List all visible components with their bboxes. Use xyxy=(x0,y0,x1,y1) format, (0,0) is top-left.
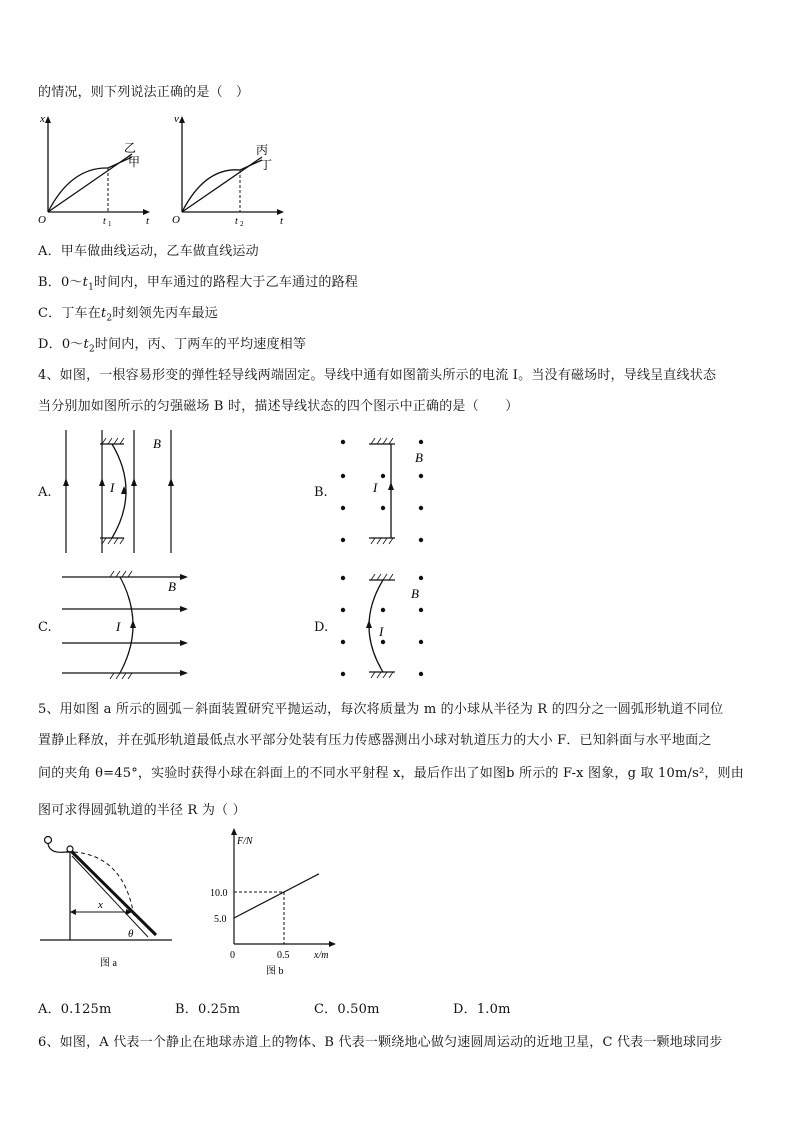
figure-a-caption: 图 a xyxy=(100,958,117,969)
q5-option-a[interactable]: A．0.125m xyxy=(38,1002,112,1017)
q5-option-d[interactable]: D．1.0m xyxy=(453,1002,511,1017)
q3-option-b[interactable]: B．$0\sim t_1$时间内，甲车通过的路程大于乙车通过的路程 xyxy=(38,275,359,293)
q4-option-a-label[interactable]: A. xyxy=(38,485,52,500)
graph2-curve-top: 丙 xyxy=(256,143,269,157)
q4-figure-a xyxy=(58,428,188,556)
q3-option-a[interactable]: A．甲车做曲线运动，乙车做直线运动 xyxy=(38,244,259,259)
q3-graph-xt xyxy=(36,112,156,227)
graph1-origin: O xyxy=(38,214,46,226)
graph2-x-label: t xyxy=(280,215,284,227)
fig-b-tick-10: 10.0 xyxy=(210,888,228,899)
q5-figure-b xyxy=(202,822,342,980)
fig-b-tick-x: 0.5 xyxy=(277,950,290,961)
figure-a-angle: θ xyxy=(128,928,134,940)
q3-option-c[interactable]: C．丁车在$t_2$时刻领先丙车最远 xyxy=(38,306,218,324)
graph2-origin: O xyxy=(172,214,180,226)
fig-b-x-arrow xyxy=(329,941,336,947)
fig-b-origin: 0 xyxy=(230,950,235,961)
graph1-y-label: x xyxy=(40,113,45,125)
q4-figure-c xyxy=(58,565,193,683)
q4-stem-line1: 4、如图，一根容易形变的弹性轻导线两端固定。导线中通有如图箭头所示的电流 I。当没有磁场时，导线呈直线状态 xyxy=(38,368,717,383)
fig-b-data-line xyxy=(234,874,319,918)
q4-figure-b xyxy=(333,432,443,550)
figure-b-current-label: I xyxy=(373,480,378,495)
q3-graph-vt xyxy=(170,112,290,227)
fig-b-x-label: x/m xyxy=(314,950,329,961)
graph1-tick-sub: 1 xyxy=(108,220,112,227)
graph2-y-label: v xyxy=(174,113,179,125)
q5-figure-a xyxy=(36,830,176,980)
q5-stem-line2: 置静止释放，并在弧形轨道最低点水平部分处装有压力传感器测出小球对轨道压力的大小 F．已知斜面与水平地面之 xyxy=(38,733,712,748)
q4-figure-d xyxy=(333,568,443,686)
figure-b-field-label: B xyxy=(415,450,423,465)
q5-option-b[interactable]: B．0.25m xyxy=(175,1002,241,1017)
q5-option-c[interactable]: C．0.50m xyxy=(314,1002,380,1017)
graph2-tick: t xyxy=(235,216,238,227)
fig-b-tick-5: 5.0 xyxy=(214,914,227,925)
q5-stem-line4: 图可求得圆弧轨道的半径 R 为（ ） xyxy=(38,803,246,818)
figure-a-current-label: I xyxy=(110,480,115,495)
figure-a-x-label: x xyxy=(98,899,103,911)
figure-d-field-label: B xyxy=(411,586,419,601)
figure-a-field-label: B xyxy=(153,436,161,451)
fig-b-y-arrow xyxy=(231,828,237,835)
graph1-x-label: t xyxy=(146,215,150,227)
fig-b-y-label: F/N xyxy=(237,836,253,847)
q4-option-c-label[interactable]: C. xyxy=(38,620,52,635)
q3-intro-tail: 的情况，则下列说法正确的是（ ） xyxy=(38,85,250,100)
q5-stem-line3: 间的夹角 θ=45°，实验时获得小球在斜面上的不同水平射程 x，最后作出了如图b 所示的 F-x 图象，g 取 10m/s²，则由 xyxy=(38,766,744,781)
q4-option-d-label[interactable]: D. xyxy=(314,620,329,635)
fig-b-caption: 图 b xyxy=(266,966,284,977)
q6-stem-line1: 6、如图，A 代表一个静止在地球赤道上的物体、B 代表一颗绕地心做匀速圆周运动的近地卫星，C 代表一颗地球同步 xyxy=(38,1035,723,1050)
q5-stem-line1: 5、用如图 a 所示的圆弧－斜面装置研究平抛运动，每次将质量为 m 的小球从半径为 R 的四分之一圆弧形轨道不同位 xyxy=(38,702,724,717)
figure-c-current-label: I xyxy=(116,619,121,634)
q4-option-b-label[interactable]: B. xyxy=(314,485,328,500)
graph2-curve-bottom: 丁 xyxy=(260,158,273,172)
figure-d-current-label: I xyxy=(379,624,384,639)
graph1-curve-bottom: 甲 xyxy=(128,155,141,169)
q4-stem-line2: 当分别加如图所示的匀强磁场 B 时，描述导线状态的四个图示中正确的是（ ） xyxy=(38,399,519,414)
graph2-tick-sub: 2 xyxy=(240,220,244,227)
graph1-curve-top: 乙 xyxy=(124,141,137,155)
figure-c-field-label: B xyxy=(168,579,176,594)
graph1-tick: t xyxy=(103,216,106,227)
q3-option-d[interactable]: D．$0\sim t_2$时间内，丙、丁两车的平均速度相等 xyxy=(38,337,307,355)
